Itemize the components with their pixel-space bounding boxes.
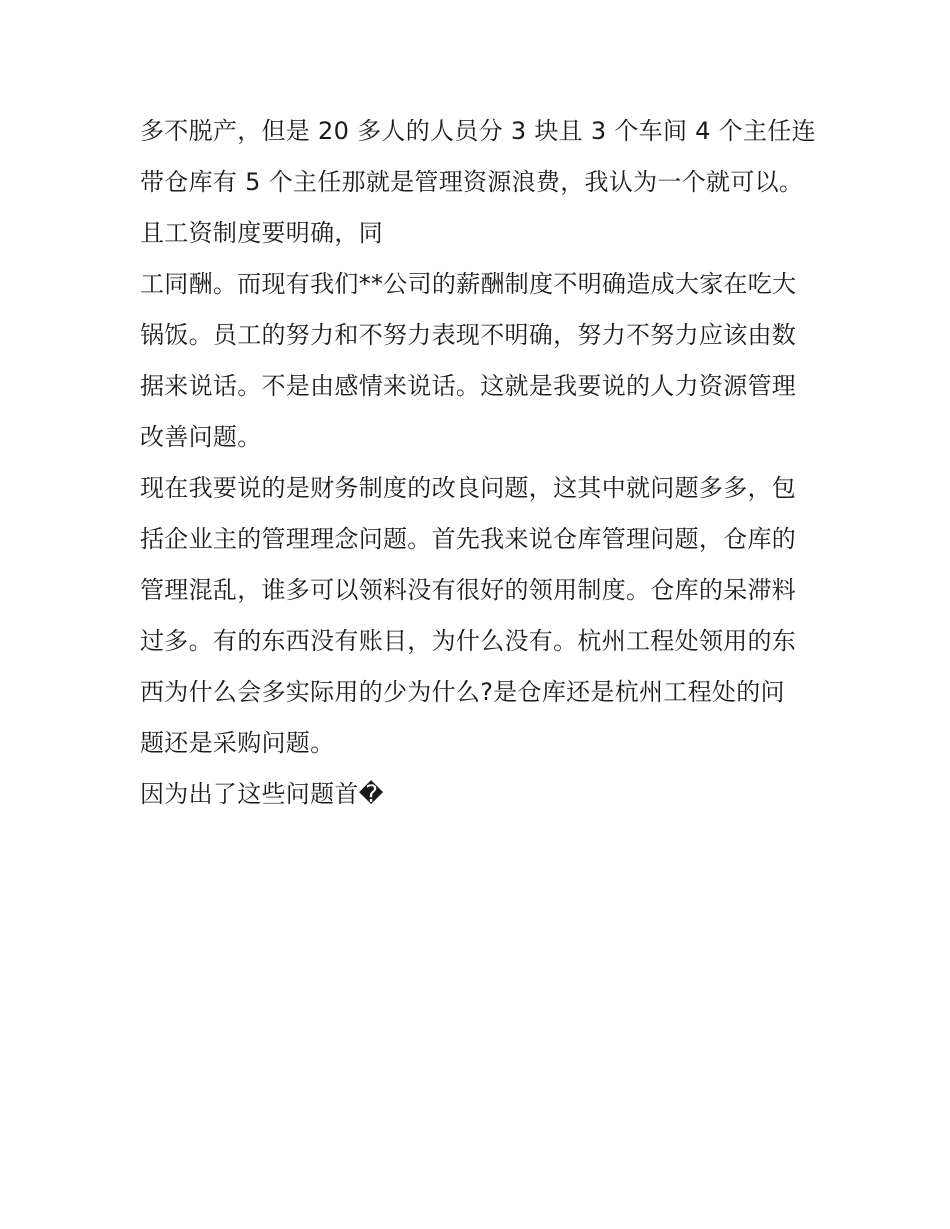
text-line-9: 括企业主的管理理念问题。首先我来说仓库管理问题，仓库的 [140,525,797,553]
text-line-6: 据来说话。不是由感情来说话。这就是我要说的人力资源管理 [140,372,797,400]
text-line-1: 多不脱产，但是 20 多人的人员分 3 块且 3 个车间 4 个主任连 [140,117,816,145]
text-line-2: 带仓库有 5 个主任那就是管理资源浪费，我认为一个就可以。 [140,168,804,196]
text-line-13: 题还是采购问题。 [140,729,335,757]
document-body [140,106,830,820]
text-line-12: 西为什么会多实际用的少为什么?是仓库还是杭州工程处的问 [140,678,785,706]
text-line-10: 管理混乱，谁多可以领料没有很好的领用制度。仓库的呆滞料 [140,576,797,604]
text-line-11: 过多。有的东西没有账目，为什么没有。杭州工程处领用的东 [140,627,797,655]
text-line-7: 改善问题。 [140,423,262,451]
text-line-5: 锅饭。员工的努力和不努力表现不明确，努力不努力应该由数 [140,321,797,349]
text-line-8: 现在我要说的是财务制度的改良问题，这其中就问题多多，包 [140,474,797,502]
text-line-4: 工同酬。而现有我们**公司的薪酬制度不明确造成大家在吃大 [140,270,797,298]
text-line-14: 因为出了这些问题首� [140,780,384,808]
text-line-3: 且工资制度要明确，同 [140,219,383,247]
